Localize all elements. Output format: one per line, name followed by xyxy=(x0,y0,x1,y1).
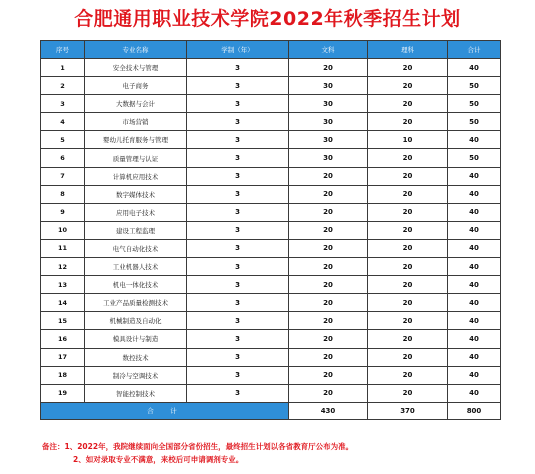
row-duration: 3 xyxy=(187,221,289,239)
row-major: 制冷与空调技术 xyxy=(85,366,187,384)
row-total: 40 xyxy=(448,221,501,239)
total-row xyxy=(41,402,501,419)
table-header-row xyxy=(41,41,501,59)
row-science: 10 xyxy=(368,131,448,149)
row-index: 16 xyxy=(41,330,85,348)
row-index: 5 xyxy=(41,131,85,149)
row-liberal-arts: 30 xyxy=(289,95,368,113)
header-duration: 学制（年） xyxy=(187,41,289,59)
row-duration: 3 xyxy=(187,276,289,294)
row-science: 20 xyxy=(368,77,448,95)
header-liberal-arts: 文科 xyxy=(289,41,368,59)
table-row xyxy=(41,221,501,239)
row-duration: 3 xyxy=(187,239,289,257)
row-major: 计算机应用技术 xyxy=(85,167,187,185)
header-science: 理科 xyxy=(368,41,448,59)
table-row xyxy=(41,95,501,113)
table-row xyxy=(41,239,501,257)
row-index: 17 xyxy=(41,348,85,366)
row-science: 20 xyxy=(368,59,448,77)
row-liberal-arts: 20 xyxy=(289,330,368,348)
row-duration: 3 xyxy=(187,384,289,402)
row-science: 20 xyxy=(368,95,448,113)
row-index: 19 xyxy=(41,384,85,402)
total-label: 合 计 xyxy=(41,402,289,419)
row-major: 市场营销 xyxy=(85,113,187,131)
row-total: 40 xyxy=(448,384,501,402)
row-science: 20 xyxy=(368,294,448,312)
row-liberal-arts: 20 xyxy=(289,294,368,312)
row-total: 40 xyxy=(448,312,501,330)
table-row xyxy=(41,167,501,185)
row-liberal-arts: 30 xyxy=(289,113,368,131)
table-row xyxy=(41,276,501,294)
table-row xyxy=(41,348,501,366)
row-duration: 3 xyxy=(187,330,289,348)
table-row xyxy=(41,203,501,221)
row-liberal-arts: 20 xyxy=(289,167,368,185)
row-duration: 3 xyxy=(187,294,289,312)
row-duration: 3 xyxy=(187,348,289,366)
row-total: 50 xyxy=(448,95,501,113)
table-body xyxy=(41,59,501,420)
row-major: 电子商务 xyxy=(85,77,187,95)
row-index: 3 xyxy=(41,95,85,113)
row-science: 20 xyxy=(368,366,448,384)
row-duration: 3 xyxy=(187,258,289,276)
row-total: 40 xyxy=(448,276,501,294)
row-liberal-arts: 30 xyxy=(289,149,368,167)
row-major: 建设工程监理 xyxy=(85,221,187,239)
table-row xyxy=(41,185,501,203)
row-major: 应用电子技术 xyxy=(85,203,187,221)
row-index: 11 xyxy=(41,239,85,257)
row-duration: 3 xyxy=(187,59,289,77)
notes-section xyxy=(42,440,522,466)
row-liberal-arts: 20 xyxy=(289,239,368,257)
row-total: 40 xyxy=(448,294,501,312)
header-total: 合计 xyxy=(448,41,501,59)
row-science: 20 xyxy=(368,149,448,167)
table-row xyxy=(41,366,501,384)
note-line-2: 2、如对录取专业不满意，来校后可申请调剂专业。 xyxy=(73,455,244,464)
table-row xyxy=(41,258,501,276)
row-major: 机械制造及自动化 xyxy=(85,312,187,330)
row-total: 40 xyxy=(448,59,501,77)
row-major: 智能控制技术 xyxy=(85,384,187,402)
row-total: 50 xyxy=(448,77,501,95)
row-liberal-arts: 30 xyxy=(289,77,368,95)
row-duration: 3 xyxy=(187,312,289,330)
table-row xyxy=(41,77,501,95)
row-science: 20 xyxy=(368,258,448,276)
row-total: 40 xyxy=(448,131,501,149)
note-line-1: 备注：1、2022年，我院继续面向全国部分省份招生，最终招生计划以各省教育厅公布为准。 xyxy=(42,442,354,451)
total-sum: 800 xyxy=(448,402,501,419)
row-science: 20 xyxy=(368,348,448,366)
row-total: 40 xyxy=(448,203,501,221)
table-row xyxy=(41,149,501,167)
row-major: 数控技术 xyxy=(85,348,187,366)
header-index: 序号 xyxy=(41,41,85,59)
page-title: 合肥通用职业技术学院2022年秋季招生计划 xyxy=(74,8,461,30)
row-science: 20 xyxy=(368,239,448,257)
row-liberal-arts: 20 xyxy=(289,203,368,221)
row-science: 20 xyxy=(368,167,448,185)
row-major: 大数据与会计 xyxy=(85,95,187,113)
row-total: 40 xyxy=(448,366,501,384)
row-index: 1 xyxy=(41,59,85,77)
row-liberal-arts: 20 xyxy=(289,258,368,276)
row-index: 13 xyxy=(41,276,85,294)
row-liberal-arts: 30 xyxy=(289,131,368,149)
row-science: 20 xyxy=(368,330,448,348)
row-liberal-arts: 20 xyxy=(289,312,368,330)
row-duration: 3 xyxy=(187,113,289,131)
row-science: 20 xyxy=(368,276,448,294)
row-science: 20 xyxy=(368,384,448,402)
row-index: 7 xyxy=(41,167,85,185)
row-major: 工业产品质量检测技术 xyxy=(85,294,187,312)
enrollment-table xyxy=(40,40,501,420)
table-row xyxy=(41,312,501,330)
row-science: 20 xyxy=(368,185,448,203)
row-major: 模具设计与制造 xyxy=(85,330,187,348)
row-index: 15 xyxy=(41,312,85,330)
table-row xyxy=(41,330,501,348)
row-duration: 3 xyxy=(187,149,289,167)
table-row xyxy=(41,384,501,402)
row-science: 20 xyxy=(368,203,448,221)
row-duration: 3 xyxy=(187,131,289,149)
row-index: 10 xyxy=(41,221,85,239)
row-liberal-arts: 20 xyxy=(289,276,368,294)
row-major: 电气自动化技术 xyxy=(85,239,187,257)
row-science: 20 xyxy=(368,113,448,131)
table-row xyxy=(41,59,501,77)
row-duration: 3 xyxy=(187,366,289,384)
row-science: 20 xyxy=(368,312,448,330)
row-total: 50 xyxy=(448,113,501,131)
row-liberal-arts: 20 xyxy=(289,221,368,239)
total-science: 370 xyxy=(368,402,448,419)
row-liberal-arts: 20 xyxy=(289,366,368,384)
row-liberal-arts: 20 xyxy=(289,348,368,366)
row-index: 8 xyxy=(41,185,85,203)
row-major: 安全技术与管理 xyxy=(85,59,187,77)
row-major: 机电一体化技术 xyxy=(85,276,187,294)
row-duration: 3 xyxy=(187,203,289,221)
row-duration: 3 xyxy=(187,95,289,113)
row-liberal-arts: 20 xyxy=(289,185,368,203)
row-duration: 3 xyxy=(187,77,289,95)
table-row xyxy=(41,113,501,131)
row-index: 4 xyxy=(41,113,85,131)
row-index: 18 xyxy=(41,366,85,384)
table-row xyxy=(41,131,501,149)
row-total: 40 xyxy=(448,185,501,203)
row-total: 40 xyxy=(448,348,501,366)
row-total: 40 xyxy=(448,330,501,348)
row-index: 12 xyxy=(41,258,85,276)
row-major: 工业机器人技术 xyxy=(85,258,187,276)
row-index: 2 xyxy=(41,77,85,95)
row-major: 婴幼儿托育服务与管理 xyxy=(85,131,187,149)
row-total: 40 xyxy=(448,167,501,185)
row-total: 50 xyxy=(448,149,501,167)
row-total: 40 xyxy=(448,239,501,257)
row-index: 9 xyxy=(41,203,85,221)
row-science: 20 xyxy=(368,221,448,239)
row-liberal-arts: 20 xyxy=(289,384,368,402)
row-major: 数字媒体技术 xyxy=(85,185,187,203)
row-liberal-arts: 20 xyxy=(289,59,368,77)
row-duration: 3 xyxy=(187,185,289,203)
row-index: 6 xyxy=(41,149,85,167)
row-major: 质量管理与认证 xyxy=(85,149,187,167)
row-index: 14 xyxy=(41,294,85,312)
table-row xyxy=(41,294,501,312)
row-total: 40 xyxy=(448,258,501,276)
row-duration: 3 xyxy=(187,167,289,185)
header-major: 专业名称 xyxy=(85,41,187,59)
total-liberal-arts: 430 xyxy=(289,402,368,419)
